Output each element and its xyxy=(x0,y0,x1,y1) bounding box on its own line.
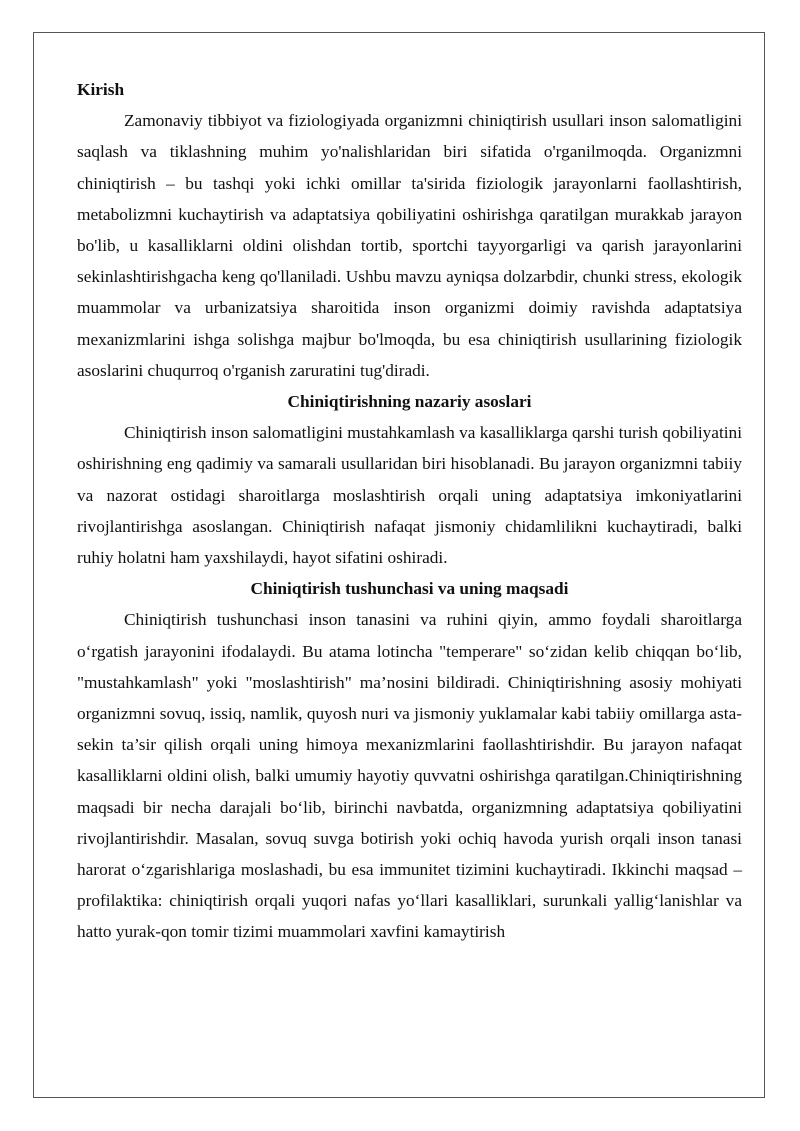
document-body xyxy=(77,74,742,948)
concept-paragraph: Chiniqtirish tushunchasi inson tanasini va ruhini qiyin, ammo foydali sharoitlarga o‘rgatish jarayonini ifodalaydi. Bu atama lotincha "temperare" so‘zidan kelib chiqqan bo‘lib, "mustahkamlash" yoki "moslashtirish" ma’nosini bildiradi. Chiniqtirishning asosiy mohiyati organizmni sovuq, issiq, namlik, quyosh nuri va jismoniy yuklamalar kabi tabiiy omillarga asta-sekin ta’sir qilish orqali uning himoya mexanizmlarini faollashtirishdir. Bu jarayon nafaqat kasalliklarni oldini olish, balki umumiy hayotiy quvvatni oshirishga qaratilgan.Chiniqtirishning maqsadi bir necha darajali bo‘lib, birinchi navbatda, organizmning adaptatsiya qobiliyatini rivojlantirishdir. Masalan, sovuq suvga botirish yoki ochiq havoda yurish orqali inson tanasi harorat o‘zgarishlariga moslashadi, bu esa immunitet tizimini kuchaytiradi. Ikkinchi maqsad – profilaktika: chiniqtirish orqali yuqori nafas yo‘llari kasalliklari, surunkali yallig‘lanishlar va hatto yurak-qon tomir tizimi muammolari xavfini kamaytirish xyxy=(77,610,742,942)
intro-heading: Kirish xyxy=(77,80,125,99)
section-heading-theory: Chiniqtirishning nazariy asoslari xyxy=(287,392,532,412)
theory-paragraph: Chiniqtirish inson salomatligini mustahkamlash va kasalliklarga qarshi turish qobiliyatini oshirishning eng qadimiy va samarali usullaridan biri hisoblanadi. Bu jarayon organizmni tabiiy va nazorat ostidagi sharoitlarga moslashtirish orqali uning adaptatsiya imkoniyatlarini rivojlantirishga asoslangan. Chiniqtirish nafaqat jismoniy chidamlilikni kuchaytiradi, balki ruhiy holatni ham yaxshilaydi, hayot sifatini oshiradi. xyxy=(77,423,742,568)
intro-paragraph: Zamonaviy tibbiyot va fiziologiyada organizmni chiniqtirish usullari inson salomatligini saqlash va tiklashning muhim yo'nalishlaridan biri sifatida o'rganilmoqda. Organizmni chiniqtirish – bu tashqi yoki ichki omillar ta'sirida fiziologik jarayonlarni faollashtirish, metabolizmni kuchaytirish va adaptatsiya qobiliyatini oshirishga qaratilgan murakkab jarayon bo'lib, u kasalliklarni oldini olishdan tortib, sportchi tayyorgarligi va qarish jarayonlarini sekinlashtirishgacha keng qo'llaniladi. Ushbu mavzu ayniqsa dolzarbdir, chunki stress, ekologik muammolar va urbanizatsiya sharoitida inson organizmi doimiy ravishda adaptatsiya mexanizmlarini ishga solishga majbur bo'lmoqda, bu esa chiniqtirish usullarining fiziologik asoslarini chuqurroq o'rganish zaruratini tug'diradi. xyxy=(77,111,742,380)
section-heading-concept: Chiniqtirish tushunchasi va uning maqsadi xyxy=(250,579,569,599)
